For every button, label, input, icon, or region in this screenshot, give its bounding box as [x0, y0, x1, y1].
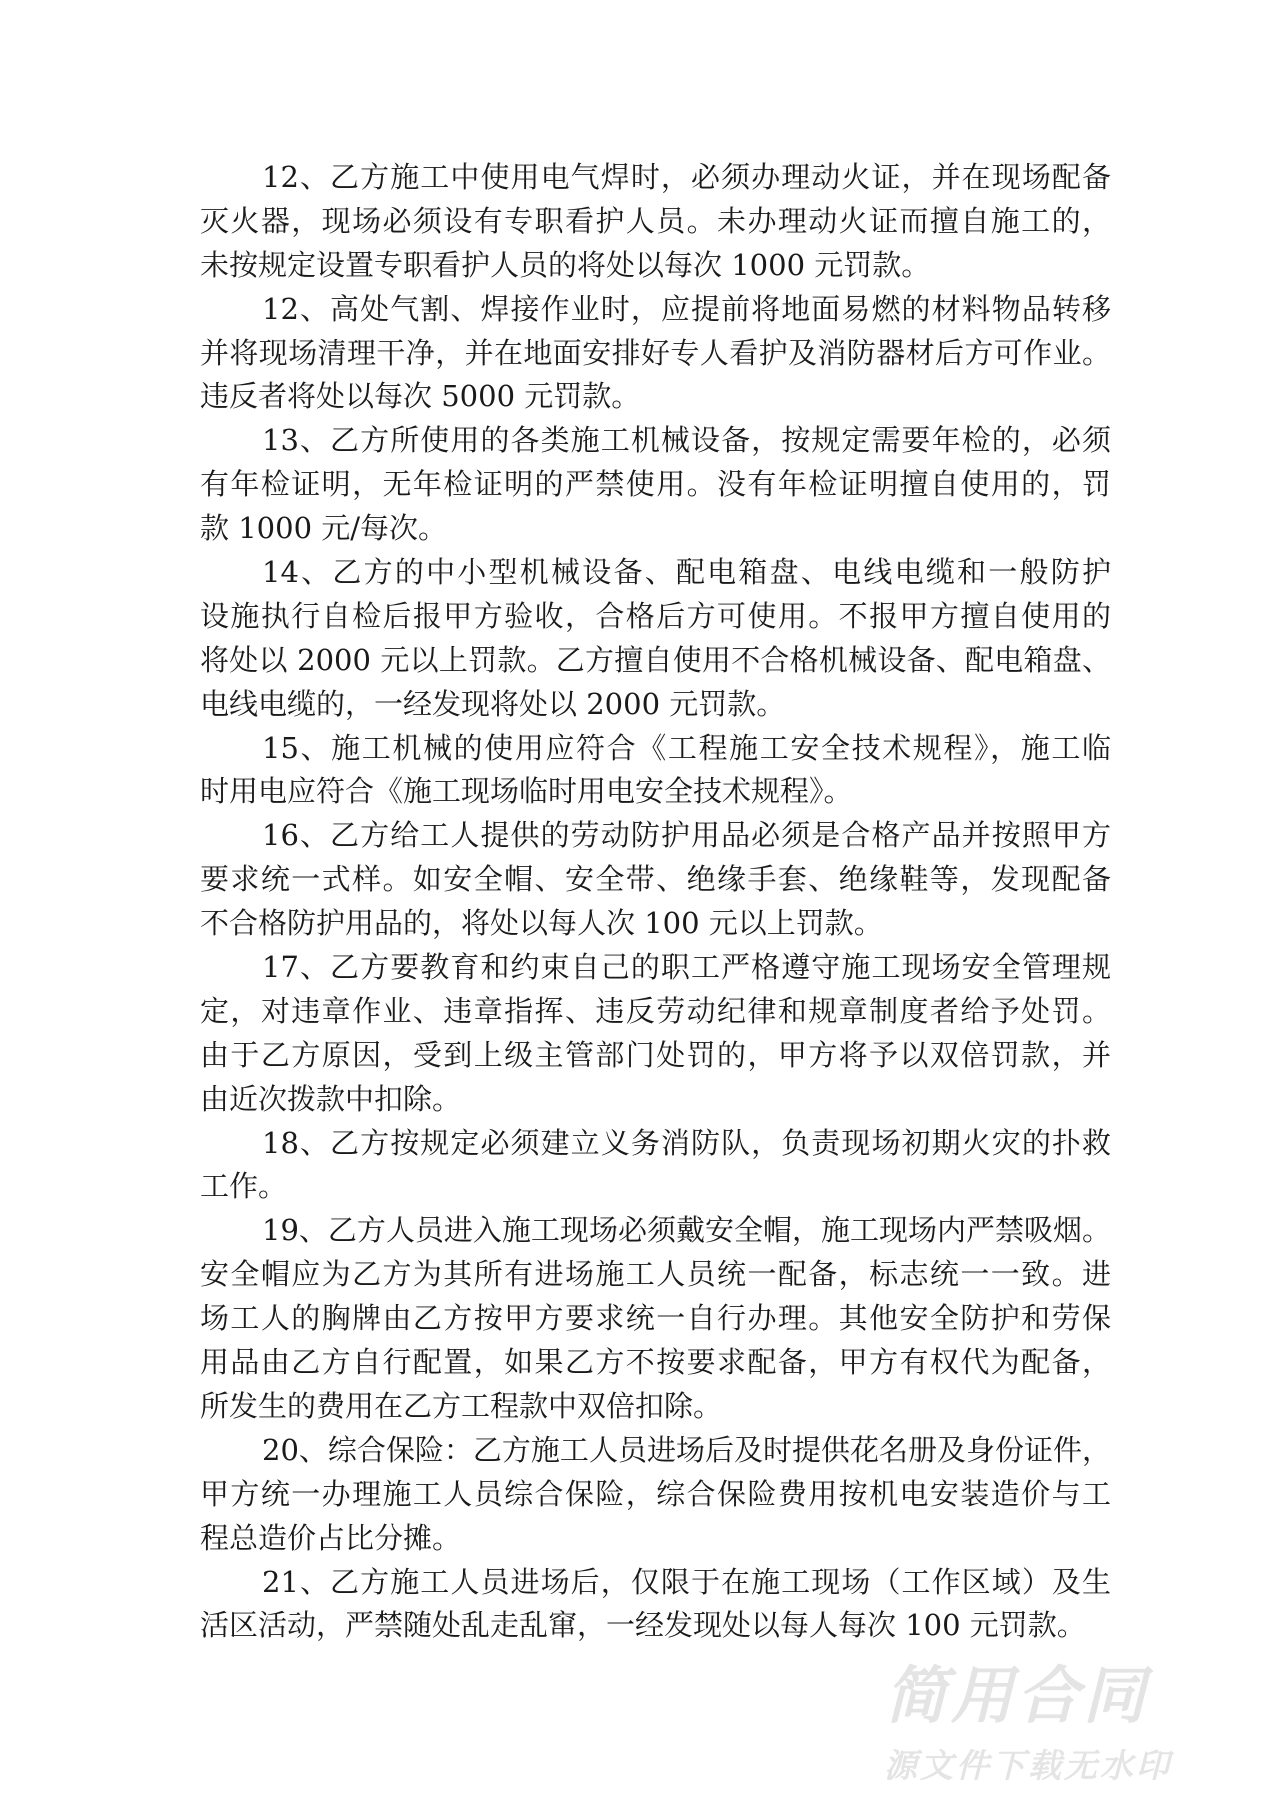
text-line: 将处以 2000 元以上罚款。乙方擅自使用不合格机械设备、配电箱盘、	[200, 642, 1111, 677]
text-line: 定，对违章作业、违章指挥、违反劳动纪律和规章制度者给予处罚。	[200, 993, 1111, 1028]
paragraph	[200, 814, 1111, 946]
paragraph	[200, 1209, 1111, 1428]
text-line: 12、乙方施工中使用电气焊时，必须办理动火证，并在现场配备	[262, 160, 1111, 194]
text-line: 要求统一式样。如安全帽、安全带、绝缘手套、绝缘鞋等，发现配备	[200, 862, 1111, 897]
text-line: 电线电缆的，一经发现将处以 2000 元罚款。	[200, 686, 786, 721]
text-line: 由于乙方原因，受到上级主管部门处罚的，甲方将予以双倍罚款，并	[200, 1037, 1111, 1072]
text-line: 20、综合保险：乙方施工人员进场后及时提供花名册及身份证件，	[262, 1432, 1111, 1467]
paragraph	[200, 946, 1111, 1122]
watermark-subtitle: 源文件下载无水印	[884, 1746, 1172, 1785]
paragraph	[200, 727, 1111, 815]
text-line: 程总造价占比分摊。	[200, 1520, 462, 1555]
text-line: 13、乙方所使用的各类施工机械设备，按规定需要年检的，必须	[262, 423, 1111, 458]
text-line: 活区活动，严禁随处乱走乱窜，一经发现处以每人每次 100 元罚款。	[200, 1608, 1086, 1643]
text-line: 14、乙方的中小型机械设备、配电箱盘、电线电缆和一般防护	[262, 555, 1111, 590]
document-body	[200, 156, 1111, 1648]
text-line: 不合格防护用品的，将处以每人次 100 元以上罚款。	[200, 906, 883, 941]
paragraph	[200, 288, 1111, 420]
text-line: 17、乙方要教育和约束自己的职工严格遵守施工现场安全管理规	[262, 950, 1111, 985]
paragraph	[200, 551, 1111, 727]
text-line: 灭火器，现场必须设有专职看护人员。未办理动火证而擅自施工的，	[200, 203, 1111, 238]
text-line: 违反者将处以每次 5000 元罚款。	[200, 379, 641, 414]
text-line: 甲方统一办理施工人员综合保险，综合保险费用按机电安装造价与工	[200, 1476, 1111, 1511]
paragraph	[200, 1122, 1111, 1210]
text-line: 未按规定设置专职看护人员的将处以每次 1000 元罚款。	[200, 247, 931, 282]
text-line: 12、高处气割、焊接作业时，应提前将地面易燃的材料物品转移	[262, 291, 1111, 326]
text-line: 设施执行自检后报甲方验收，合格后方可使用。不报甲方擅自使用的	[200, 598, 1111, 633]
text-line: 15、施工机械的使用应符合《工程施工安全技术规程》，施工临	[262, 730, 1111, 765]
text-line: 18、乙方按规定必须建立义务消防队，负责现场初期火灾的扑救	[262, 1125, 1111, 1160]
text-line: 场工人的胸牌由乙方按甲方要求统一自行办理。其他安全防护和劳保	[200, 1301, 1111, 1336]
text-line: 16、乙方给工人提供的劳动防护用品必须是合格产品并按照甲方	[262, 818, 1111, 853]
text-line: 款 1000 元/每次。	[200, 511, 448, 546]
text-line: 并将现场清理干净，并在地面安排好专人看护及消防器材后方可作业。	[200, 335, 1111, 370]
text-line: 时用电应符合《施工现场临时用电安全技术规程》。	[200, 774, 853, 809]
text-line: 安全帽应为乙方为其所有进场施工人员统一配备，标志统一一致。进	[200, 1257, 1111, 1292]
watermark-logo: 简用合同	[885, 1659, 1150, 1732]
paragraph	[200, 1429, 1111, 1561]
paragraph	[200, 156, 1111, 288]
text-line: 所发生的费用在乙方工程款中双倍扣除。	[200, 1388, 723, 1423]
paragraph	[200, 419, 1111, 551]
text-line: 有年检证明，无年检证明的严禁使用。没有年检证明擅自使用的，罚	[200, 467, 1111, 502]
text-line: 工作。	[200, 1169, 288, 1204]
text-line: 21、乙方施工人员进场后，仅限于在施工现场（工作区域）及生	[262, 1564, 1111, 1599]
text-line: 19、乙方人员进入施工现场必须戴安全帽，施工现场内严禁吸烟。	[262, 1213, 1111, 1248]
text-line: 由近次拨款中扣除。	[200, 1081, 462, 1116]
paragraph	[200, 1561, 1111, 1649]
text-line: 用品由乙方自行配置，如果乙方不按要求配备，甲方有权代为配备，	[200, 1345, 1111, 1380]
